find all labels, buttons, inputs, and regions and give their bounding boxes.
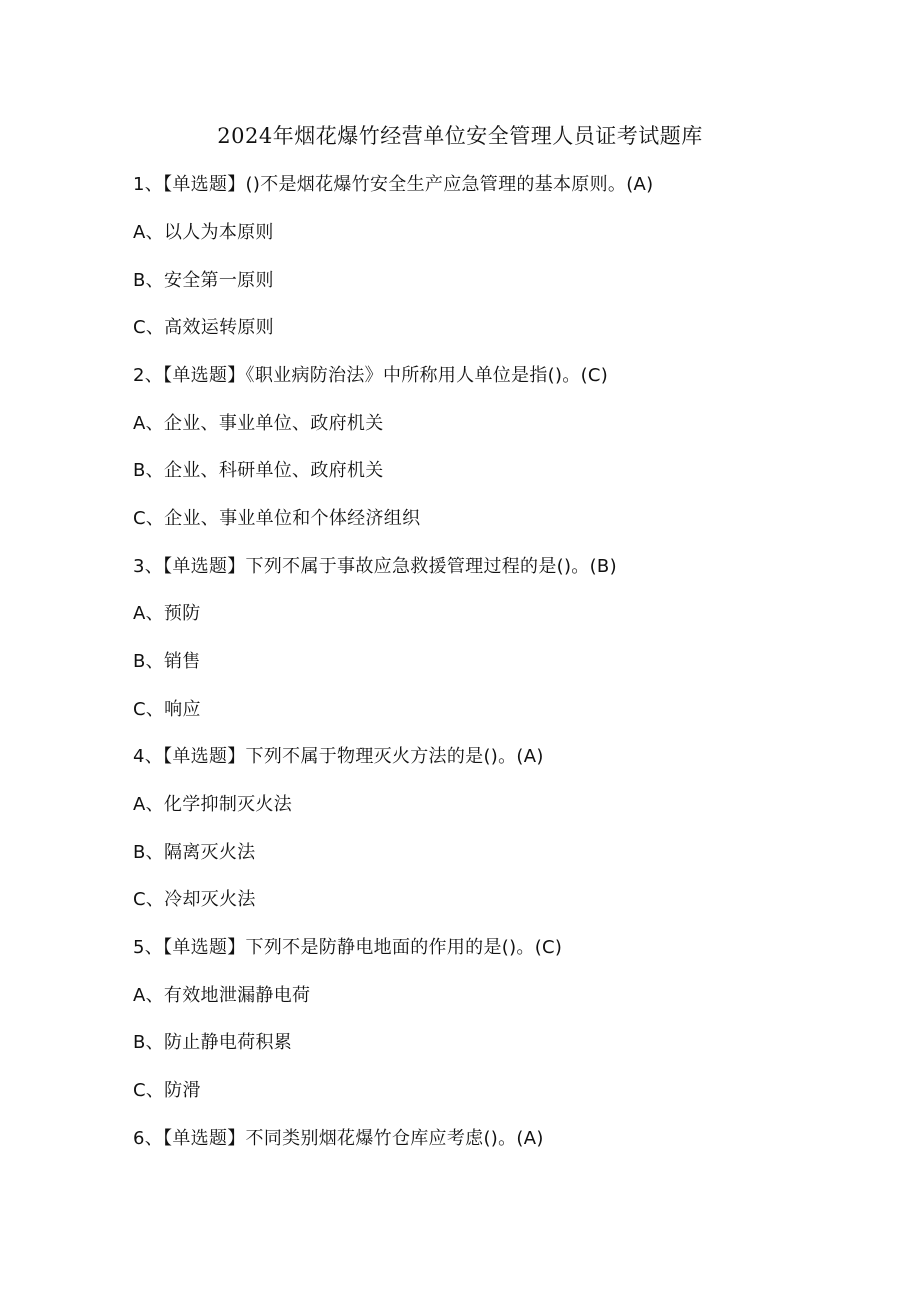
question-5-option-a: A、有效地泄漏静电荷	[133, 985, 311, 1006]
document-title: 2024年烟花爆竹经营单位安全管理人员证考试题库	[217, 124, 703, 148]
question-3: 3、【单选题】下列不属于事故应急救援管理过程的是()。(B)	[133, 556, 617, 577]
question-5: 5、【单选题】下列不是防静电地面的作用的是()。(C)	[133, 937, 563, 958]
question-2-option-b: B、企业、科研单位、政府机关	[133, 460, 384, 481]
question-1-option-c: C、高效运转原则	[133, 317, 274, 338]
question-1-option-a: A、以人为本原则	[133, 222, 274, 243]
question-1-option-b: B、安全第一原则	[133, 270, 274, 291]
question-2-option-a: A、企业、事业单位、政府机关	[133, 413, 384, 434]
question-2: 2、【单选题】《职业病防治法》中所称用人单位是指()。(C)	[133, 365, 609, 386]
question-3-option-c: C、响应	[133, 699, 201, 720]
question-4: 4、【单选题】下列不属于物理灭火方法的是()。(A)	[133, 746, 544, 767]
question-4-option-b: B、隔离灭火法	[133, 842, 256, 863]
question-5-option-b: B、防止静电荷积累	[133, 1032, 293, 1053]
question-6: 6、【单选题】不同类别烟花爆竹仓库应考虑()。(A)	[133, 1128, 544, 1149]
question-5-option-c: C、防滑	[133, 1080, 201, 1101]
question-2-option-c: C、企业、事业单位和个体经济组织	[133, 508, 421, 529]
question-1: 1、【单选题】()不是烟花爆竹安全生产应急管理的基本原则。(A)	[133, 174, 654, 195]
question-4-option-c: C、冷却灭火法	[133, 889, 256, 910]
question-3-option-a: A、预防	[133, 603, 201, 624]
question-3-option-b: B、销售	[133, 651, 201, 672]
question-4-option-a: A、化学抑制灭火法	[133, 794, 293, 815]
